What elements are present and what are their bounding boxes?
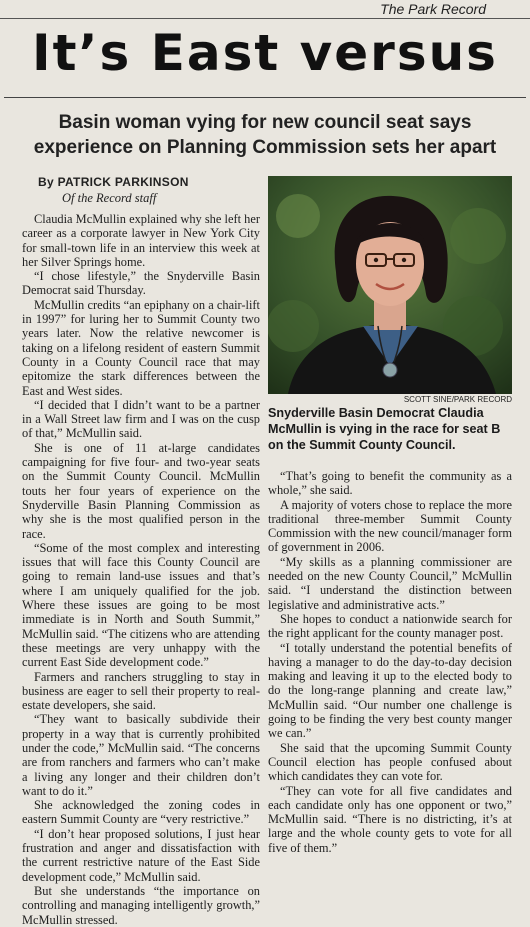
byline-author: By PATRICK PARKINSON: [38, 175, 189, 189]
article-paragraph: “That’s going to benefit the community as a whole,” she said.: [268, 469, 512, 498]
article-paragraph: “My skills as a planning commissioner are needed on the new County Council,” McMullin said. “I understand the distinction between legislative and administrative acts.”: [268, 554, 512, 612]
portrait-illustration: [268, 176, 512, 394]
article-column-left: [22, 212, 260, 927]
article-column-right: [268, 469, 512, 855]
masthead: [0, 0, 530, 19]
article-paragraph: “Some of the most complex and interesting issues that will face this County Council are going to remain land-use issues and that’s where I am uniquely qualified for the job. Where these issues are going to be most immediate is in North and South Summit,” McMullin said. “The citizens who are attending these meetings are very unhappy with the current East Side development code.”: [22, 540, 260, 670]
article-paragraph: “They want to basically subdivide their property in a way that is currently prohibited under the code,” McMullin said. “The concerns are from ranchers and farmers who can’t make a living any longer and their children don’t want to do it.”: [22, 712, 260, 798]
subheadline-line-2: experience on Planning Commission sets her apart: [33, 137, 497, 158]
article-paragraph: “They can vote for all five candidates and each candidate only has one opponent or two,” McMullin said. “There is no districting, it’s at large and the whole county gets to vote for all five of them.”: [268, 783, 512, 855]
article-paragraph: A majority of voters chose to replace the more traditional three-member Summit County Commission with the new council/manager form of government in 2006.: [268, 497, 512, 555]
article-paragraph: Farmers and ranchers struggling to stay in business are eager to sell their property to real-estate developers, she said.: [22, 669, 260, 713]
headline: It’s East versus: [32, 24, 498, 82]
article-paragraph: “I don’t hear proposed solutions, I just hear frustration and anger and dissatisfaction with the current restrictive nature of the East Side development code,” McMullin said.: [22, 826, 260, 884]
photo-caption: Snyderville Basin Democrat Claudia McMullin is vying in the race for seat B on the Summit County Council.: [268, 406, 501, 452]
subheadline-line-1: Basin woman vying for new council seat says: [58, 112, 472, 133]
byline-staff: Of the Record staff: [62, 191, 157, 205]
article-paragraph: Claudia McMullin explained why she left her career as a corporate lawyer in New York City for small-town life in an interview this week at her Silver Springs home.: [22, 212, 260, 269]
subheadline: [0, 110, 530, 160]
article-paragraph: “I decided that I didn’t want to be a partner in a Wall Street law firm and I was on the cusp of that,” McMullin said.: [22, 397, 260, 441]
headline-rule: [4, 97, 526, 98]
article-paragraph: She is one of 11 at-large candidates campaigning for five four- and two-year seats on the Summit County Council. McMullin touts her four years of experience on the Snyderville Basin Planning Commission as why she is the most qualified person in the race.: [22, 440, 260, 541]
article-paragraph: “I totally understand the potential benefits of having a manager to do the day-to-day decision making and leaving it up to the elected body to do the long-range planning and create law,” McMullin said. “Our number one challenge is going to be finding the very best county manger we can.”: [268, 640, 512, 741]
publication-name: The Park Record: [380, 1, 486, 17]
article-paragraph: But she understands “the importance on controlling and managing intelligently growth,” McMullin stressed.: [22, 883, 260, 927]
article-paragraph: McMullin credits “an epiphany on a chair-lift in 1997” for luring her to Summit County two years later. Now the relative newcomer is taking on a lifelong resident of eastern Summit County in a County Council race that may epitomize the stark differences between the East and West sides.: [22, 297, 260, 398]
article-paragraph: She said that the upcoming Summit County Council election has people confused about which candidates they can vote for.: [268, 740, 512, 784]
article-paragraph: “I chose lifestyle,” the Snyderville Basin Democrat said Thursday.: [22, 269, 260, 298]
article-paragraph: She hopes to conduct a nationwide search for the right applicant for the county manager post.: [268, 611, 512, 641]
article-paragraph: She acknowledged the zoning codes in eastern Summit County are “very restrictive.”: [22, 798, 260, 827]
candidate-photo: [268, 176, 512, 394]
photo-credit: SCOTT SINE/PARK RECORD: [403, 395, 512, 404]
